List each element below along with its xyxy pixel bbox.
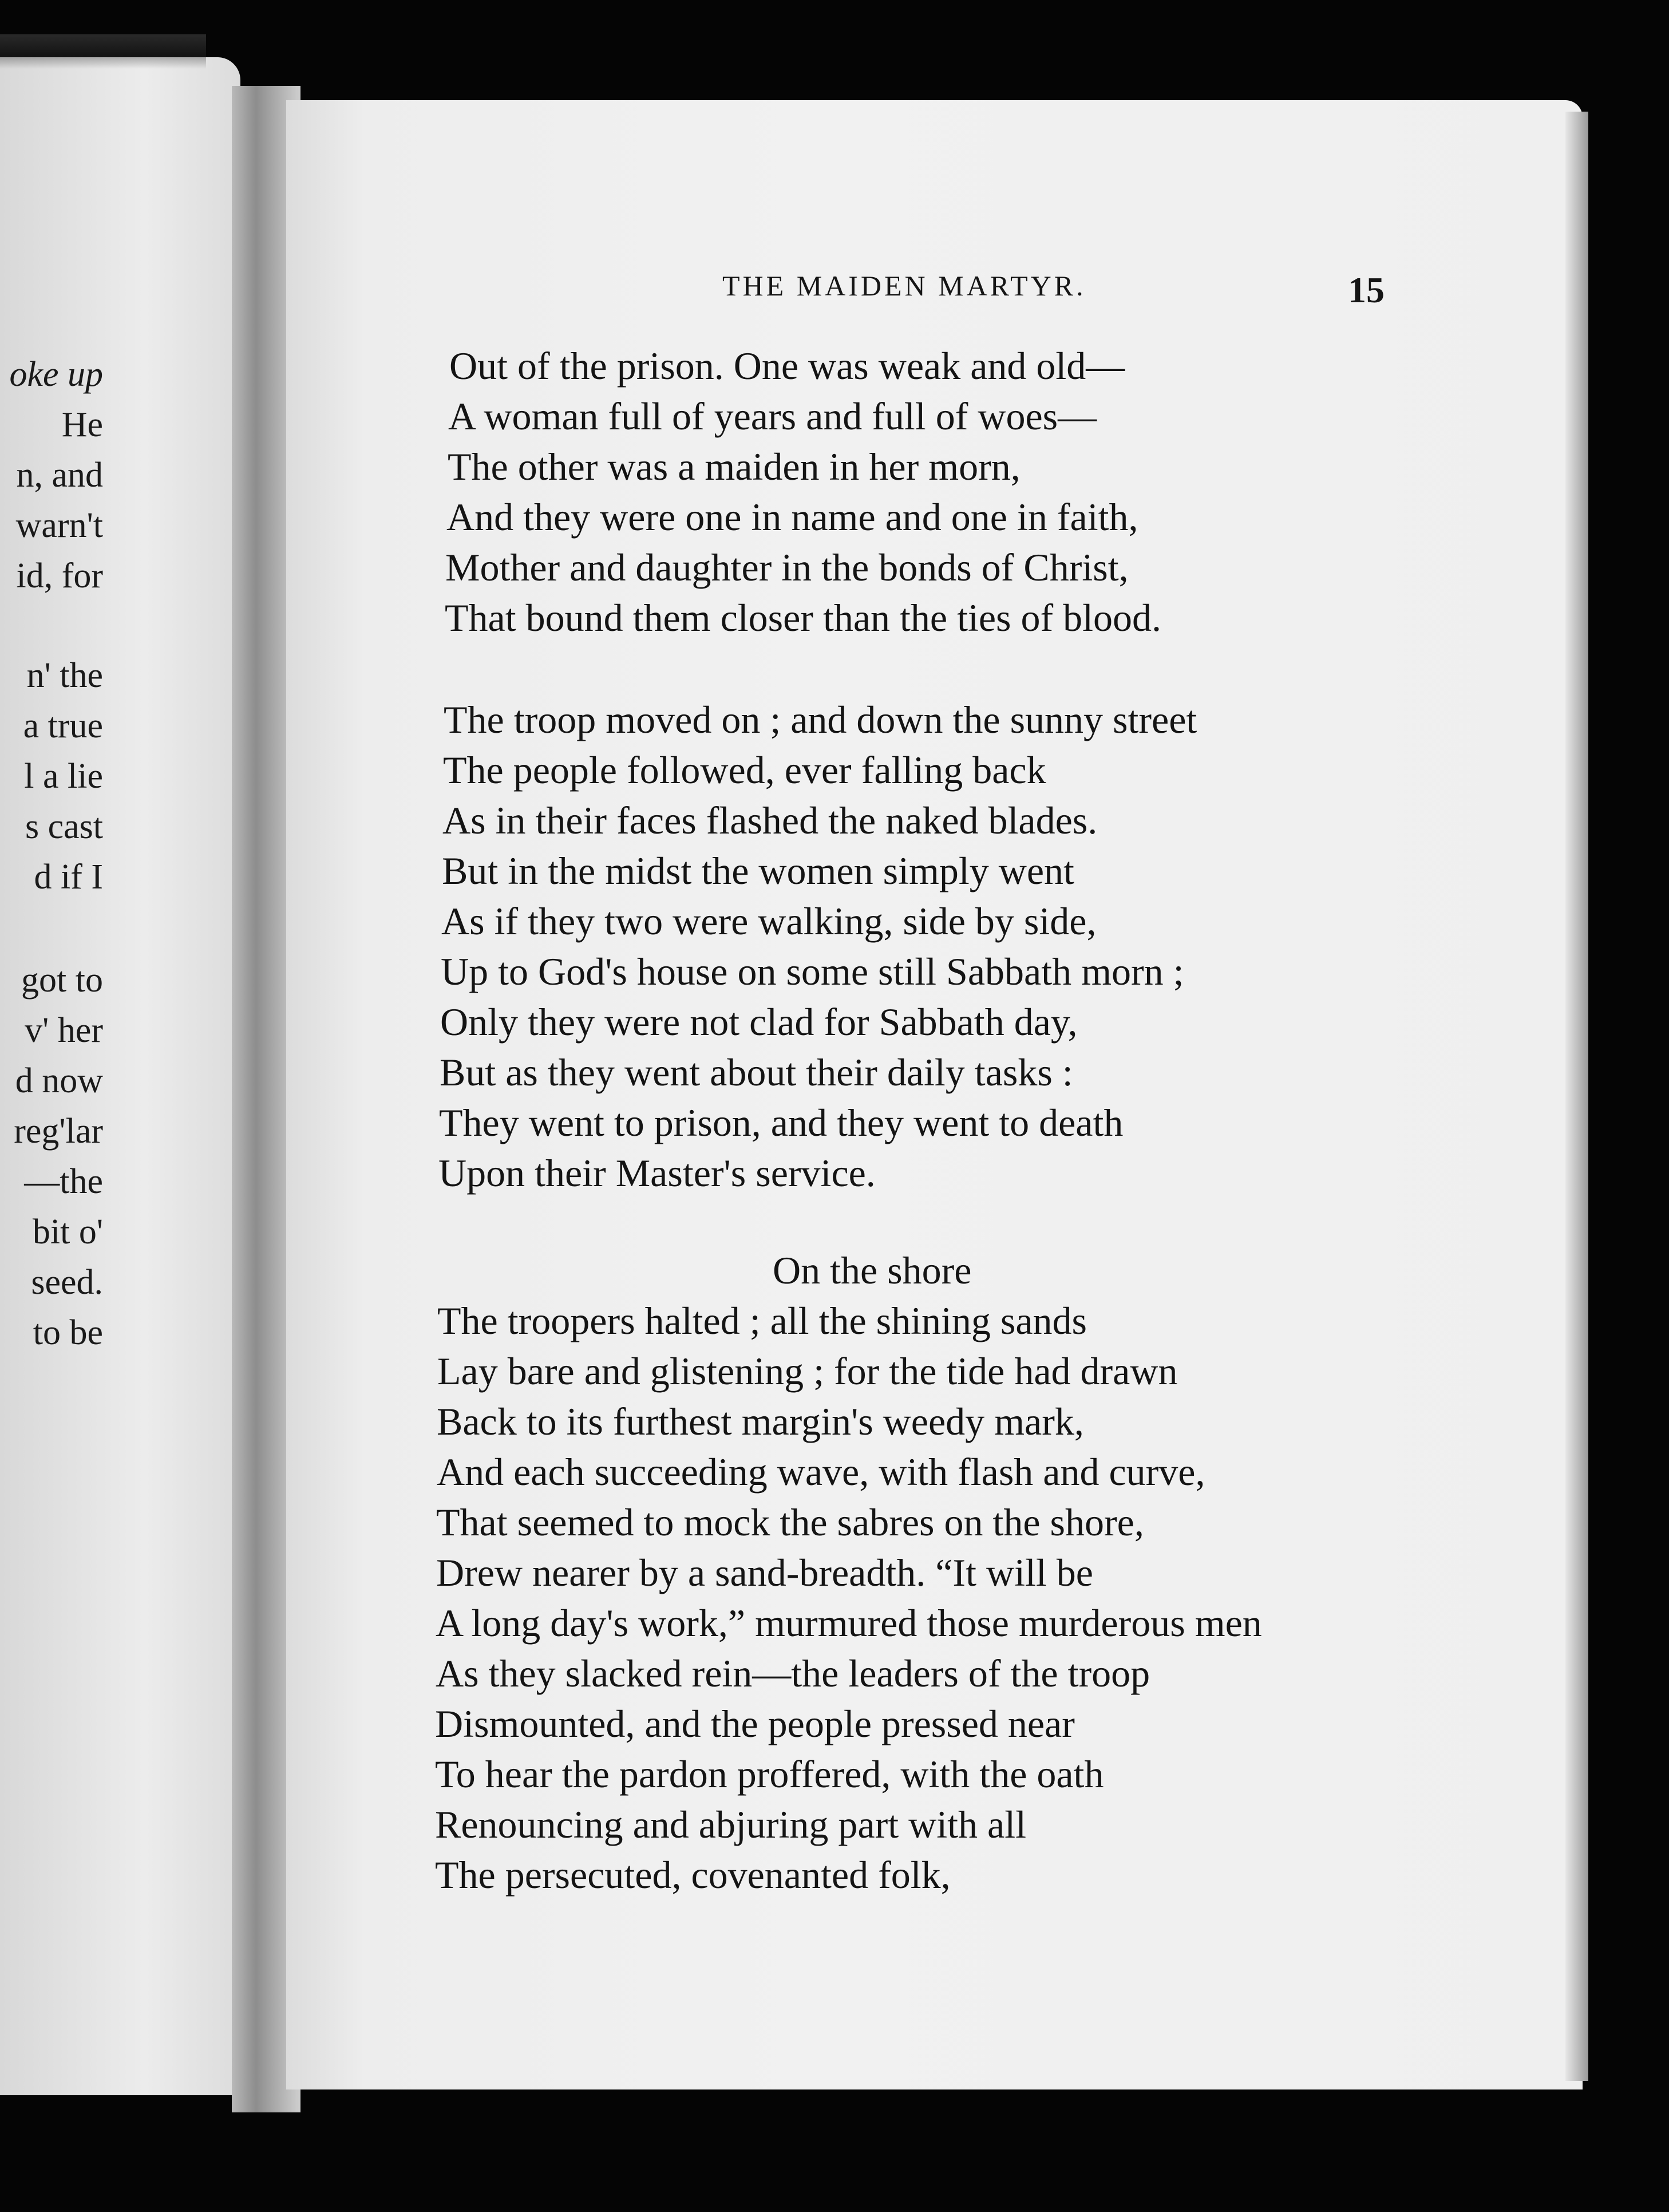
poem-line: A long day's work,” murmured those murderous men xyxy=(436,1601,1262,1645)
poem-line: Up to God's house on some still Sabbath morn ; xyxy=(441,950,1184,993)
poem-line: Renouncing and abjuring part with all xyxy=(435,1803,1026,1846)
poem-line: That bound them closer than the ties of blood. xyxy=(445,596,1162,639)
left-line: oke up xyxy=(9,355,103,394)
poem-line: As in their faces flashed the naked blades. xyxy=(442,799,1098,842)
left-line: —the xyxy=(24,1162,103,1201)
left-line: He xyxy=(61,405,103,444)
left-line: warn't xyxy=(15,506,103,545)
right-page-edge xyxy=(1565,112,1588,2081)
page-number: 15 xyxy=(1348,270,1385,310)
poem-line: But in the midst the women simply went xyxy=(442,849,1074,892)
left-line: id, for xyxy=(16,556,103,595)
poem-line: The troop moved on ; and down the sunny street xyxy=(444,698,1197,741)
left-line: n' the xyxy=(26,656,103,695)
left-line: reg'lar xyxy=(14,1112,103,1151)
poem-line: The other was a maiden in her morn, xyxy=(448,445,1021,488)
poem-line: And they were one in name and one in faith, xyxy=(446,495,1138,539)
poem-line: Drew nearer by a sand-breadth. “It will be xyxy=(436,1551,1093,1594)
left-line: d if I xyxy=(34,858,103,896)
left-page-shadow xyxy=(0,34,206,69)
poem-line: The troopers halted ; all the shining sands xyxy=(437,1299,1087,1342)
left-line: seed. xyxy=(31,1263,103,1302)
poem-line: Upon their Master's service. xyxy=(438,1151,876,1195)
poem-line: But as they went about their daily tasks : xyxy=(440,1050,1073,1094)
left-line: n, and xyxy=(16,456,103,495)
poem-line: That seemed to mock the sabres on the shore, xyxy=(436,1500,1144,1544)
poem-line: As they slacked rein—the leaders of the troop xyxy=(436,1652,1150,1695)
running-header: THE MAIDEN MARTYR. xyxy=(722,270,1086,302)
poem-line: Lay bare and glistening ; for the tide had drawn xyxy=(437,1349,1178,1393)
left-line: to be xyxy=(33,1313,103,1352)
left-line: s cast xyxy=(25,807,103,846)
poem-line: Only they were not clad for Sabbath day, xyxy=(440,1000,1078,1044)
poem-line: Out of the prison. One was weak and old— xyxy=(449,344,1125,388)
poem-line: And each succeeding wave, with flash and curve, xyxy=(437,1450,1205,1494)
left-line: a true xyxy=(23,706,103,745)
poem-line: As if they two were walking, side by side, xyxy=(441,899,1097,943)
left-line: l a lie xyxy=(24,757,103,796)
poem-line: Mother and daughter in the bonds of Christ, xyxy=(445,546,1129,589)
poem-line: Back to its furthest margin's weedy mark, xyxy=(437,1400,1084,1443)
poem-line: The people followed, ever falling back xyxy=(443,748,1046,792)
poem-line: Dismounted, and the people pressed near xyxy=(435,1702,1075,1745)
poem-line: A woman full of years and full of woes— xyxy=(448,394,1097,438)
poem-line: To hear the pardon proffered, with the oath xyxy=(435,1752,1104,1796)
poem-line: They went to prison, and they went to death xyxy=(439,1101,1124,1144)
left-line: v' her xyxy=(25,1011,103,1050)
left-line: got to xyxy=(21,961,103,1000)
poem-line-indented: On the shore xyxy=(773,1249,972,1292)
left-line: bit o' xyxy=(32,1212,103,1251)
left-line: d now xyxy=(15,1061,103,1100)
poem-line: The persecuted, covenanted folk, xyxy=(435,1853,951,1897)
